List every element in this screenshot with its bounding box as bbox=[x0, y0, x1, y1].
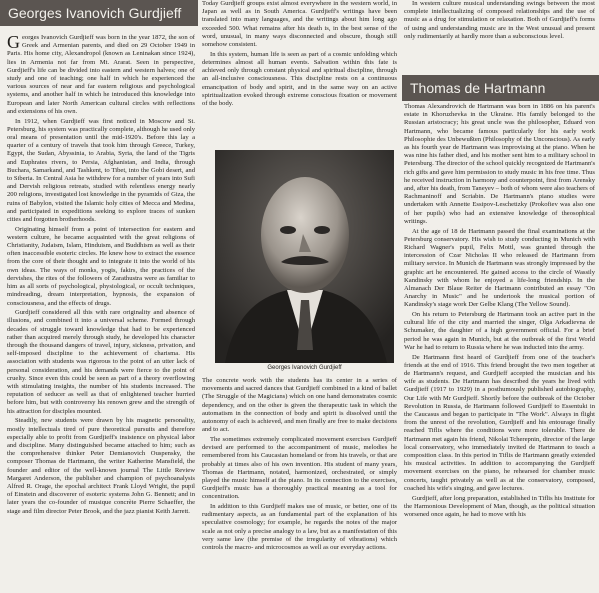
section-title-de-hartmann: Thomas de Hartmann bbox=[402, 75, 599, 101]
paragraph: Thomas Alexandrovich de Hartmann was born in 1886 on his parent's estate in Khoruzhevka in the Ukraine. His family belonged to the Russian aristocracy; his great uncle was the philosopher, Eduard von Hartmann, who became famous particularly for his early work Philosophie des Unbewußten (Philosophy of the Unconscious). As early as his fourth year de Hartmann was improvising at the piano. When he was nine his father died, and his mother sent him to a military school in Petersburg. The director of the school quickly recognized de Hartmann's rich gifts and gave him permission to study music in his free time. Thus he received instruction in harmony and counterpoint, first from Arensky and, after his death, from Taneyev – both of whom were also teachers of Rachmaninoff and Scriabin. De Hartmann's piano studies were undertaken with Annette Essipov-Leschetizky (Prokofiev was also one of her pupils) who had an extensive knowledge of theosophical writings. bbox=[404, 103, 595, 225]
drop-cap: G bbox=[7, 34, 20, 52]
paragraph: Gurdjieff considered all this with rare originality and absence of illusions, and combined it into a universal scheme. Formed through decades of struggle toward knowledge that had to be experienced rather than acquired merely through study, he developed his character through the thousand dangers of travel, injury, sickness, privation, and self-imposed discipline to the achievement of charisma. His association with students was rigorous to the point of an utter lack of personal consideration, and his demands were fierce to the point of cruelty. Since even this could be seen as part of a theory overflowing with stimulating insights, the number of his students increased. The reputation of seducer as well as that of enlightened teacher hurried before him, but with controversy his renown grew and the strength of his attraction for disciples mounted. bbox=[7, 309, 195, 415]
paragraph bbox=[7, 34, 195, 116]
column-2-bottom bbox=[202, 377, 397, 589]
paragraph: Originating himself from a point of intersection for eastern and western culture, he became acquainted with the great religions of Christianity, Judaism, Islam, Hinduism, and Buddhism as well as their often inaccessible esoteric circles. He knew how to extract the essence from the core of their thought and to integrate it into the world of his own ideas. The ways of monks, yogis, fakirs, the practices of the dervishes, the rites of the followers of Zarathustra were as familiar to him as all sorts of psychological, physiological, or occult techniques, mindreading, dream interpretation, hypnosis, the expansion of consciousness, and the effects of drugs. bbox=[7, 225, 195, 307]
paragraph: Today Gurdjieff groups exist almost everywhere in the western world, in Japan as well as in South America. Gurdjieff's writings have been translated into many languages, and the writings about him long ago exceeded 500. What remains after his death is, in the best sense of the word, unusual, in many ways disconnected and obscure, though still somehow consistent. bbox=[202, 0, 397, 49]
column-1 bbox=[7, 34, 195, 589]
photo-caption: Georges Ivanovich Gurdjieff bbox=[267, 365, 342, 371]
paragraph: The concrete work with the students has its center in a series of movements and sacred dances that Gurdjieff combined in a kind of ballet (The Struggle of the Magicians) which on one hand demonstrates cosmic dependency, and on the other is given the therapeutic task in which the automatism in the connection of body and spirit is dissolved until the autonomy of each is achieved, and men finally are free to make decisions and to act. bbox=[202, 377, 397, 434]
paragraph: Steadily, new students were drawn by his magnetic personality, mostly intellectuals tired of pure theoretical pursuits and therefore especially able to profit from Gurdjieff's insistence on physical labor and discipline. Many distinguished became attached to him; such as the comprehensive thinker Peter Demianovich Ouspensky, the composer Thomas de Hartmann, the writer Katherine Mansfield, the founder and editor of the well-known journal The Little Review Margaret Anderson, the publisher and champion of psychoanalysis Alfred R. Orage, the epochal architect Frank Lloyd Wright, the pupil of Einstein and discoverer of esoteric systems John G. Bennett; and in later years the co-founder of musique concrète Pierre Schaeffer, the stage and film director Peter Brook, and the jazz pianist Keith Jarrett. bbox=[7, 417, 195, 515]
column-3-bottom bbox=[404, 103, 595, 589]
paragraph: In addition to this Gurdjieff makes use of music, or better, one of its rudimentary aspects, as an fundamental part of the explanation of his speculative cosmology; for example, he regards the notes of the major scale as not only a precise analogy to a law, but as a manifestation of this very same law (the premise of the irregularity of vibrations) which controls the macro- and microcosmos as well as our everyday actions. bbox=[202, 503, 397, 552]
paragraph: De Hartmann first heard of Gurdjieff from one of the teacher's friends at the end of 1916. This friend brought the two men together at de Hartmann's request, and Gurdjieff accepted the musician and his wife as students. De Hartmann has described the years he lived with Gurdjieff (1917 to 1929) in a posthumously published autobiography, Our Life with Mr Gurdjieff. Shortly before the outbreak of the October Revolution in Russia, de Hartmann followed Gurdjieff to Essentuki in the Caucasus and began to participate in "The Work". Always in flight from the unrest of the revolution, Gurdjieff and his entourage finally reached Tiflis where the conditions were more tolerable. There de Hartmann met again his friend, Nikolai Tcherepnin, director of the large local conservatory, who immediately invited de Hartmann to teach a composition class. In this period in Tiflis de Hartmann greatly extended his musical activities. In addition to accompanying the Gurdjieff movement exercises on the piano, he rehearsed for chamber music concerts, taught privately as well as at the conservatory, composed, coached his wife's singing, and gave lectures. bbox=[404, 353, 595, 492]
section-title-gurdjieff: Georges Ivanovich Gurdjieff bbox=[0, 0, 198, 26]
paragraph: Gurdjieff, after long preparation, established in Tiflis his Institute for the Harmonious Development of Man, though, as the political situation worsened once again, he had to move with his bbox=[404, 494, 595, 518]
portrait-illustration bbox=[215, 150, 394, 363]
column-2-top bbox=[202, 0, 397, 140]
portrait-photo bbox=[215, 150, 394, 363]
column-3-top bbox=[404, 0, 595, 70]
paragraph: The sometimes extremely complicated movement exercises Gurdjieff devised are performed to the accompaniment of music, melodies he remembered from his Caucasian homeland or from his travels, or that are probably at times also of his own invention. His student of many years, Thomas de Hartmann, notated, harmonized, orchestrated, or simply played the music himself at the piano. In its connection to the exercises, Gurdjieff's music has a thoroughly practical meaning as a tool for concentration. bbox=[202, 435, 397, 501]
paragraph: In this system, human life is seen as part of a cosmic unfolding which determines almost all human events. Salvation within this fate is achieved only through constant physical and spiritual discipline, through an all-inclusive consciousness. This discipline rests on a continuous emancipation of body and spirit, and in the same way on an active spiritualization evoked through extreme conscious fixation or movement of the body. bbox=[202, 50, 397, 107]
paragraph: In western culture musical understanding swings between the most complete intellectualizing of composed relationships and the use of music as a drug for stimulation or relaxation. Both of Gurdjieff's forms of using and understanding music are in the West unusual and present only rudimentarily at hardly more than a subconscious level. bbox=[404, 0, 595, 40]
paragraph: In 1912, when Gurdjieff was first noticed in Moscow and St. Petersburg, his system was practically complete, although he used only oral means of presentation until the mid-1920's. Before this lay a quarter of a century of travels that took him through Greece, Turkey, Egypt, the Sudan, Abyssinia, to Arabia, Syria, the land of the Tigris and Euphrates rivers, to Persia, Afghanistan, and India, through Buchara, Samarkand, and Tashkent, to Tibet, into the Gobi desert, and to Siberia. In Central Asia he withdrew for a number of years into Sufi and Dervish religious retreats, studied with relentless energy nearly 200 religions, investigated lost knowledge in the pyramids of Giza, the ruins of Babylon, visited the Islamic holy cities of Mecca and Medina, and participated in expeditions seeking to explore traces of sunken cities and forgotten brotherhoods. bbox=[7, 117, 195, 223]
paragraph: On his return to Petersburg de Hartmann took an active part in the cultural life of the city and married the singer, Olga Arkadievna de Schumaker, the daughter of a high government official. For a brief period he was again in Munich, but at the outbreak of the first World War he had to return to Russia where he was inducted into the army. bbox=[404, 311, 595, 351]
paragraph: At the age of 18 de Hartmann passed the final examinations at the Petersburg conservatory. His wish to study conducting in Munich with Richard Wagner's pupil, Felix Mottl, was granted through the intercession of Czar Nicholas II who released de Hartmann from military service. In Munich de Hartmann was strongly impressed by the graphic art he encountered. He gained access to the circle of Wassily Kandinsky with whom he enjoyed a life-long friendship. In the Almanach Der Blaue Reiter de Hartmann contributed an essay "On Anarchy in Music" and he undertook the musical portion of Kandinsky's stage work Der Gelbe Klang (The Yellow Sound). bbox=[404, 227, 595, 309]
paragraph-text: eorges Ivanovich Gurdjieff was born in the year 1872, the son of Greek and Armenian parents, and died on 29 October 1949 in Paris. His home city, Alexandropol (known as Leninakan since 1924), lies in Armenia not far from Mt. Ararat. Seen in perspective, Gurdjieff's life can be divided into eastern and western halves; one of study and one of teaching; one half in which he experienced the various sources of near and far eastern religious and psychological systems, and another half in which he introduced this knowledge into European and later North American cultural circles with reflections and extensions of his own. bbox=[7, 34, 195, 115]
